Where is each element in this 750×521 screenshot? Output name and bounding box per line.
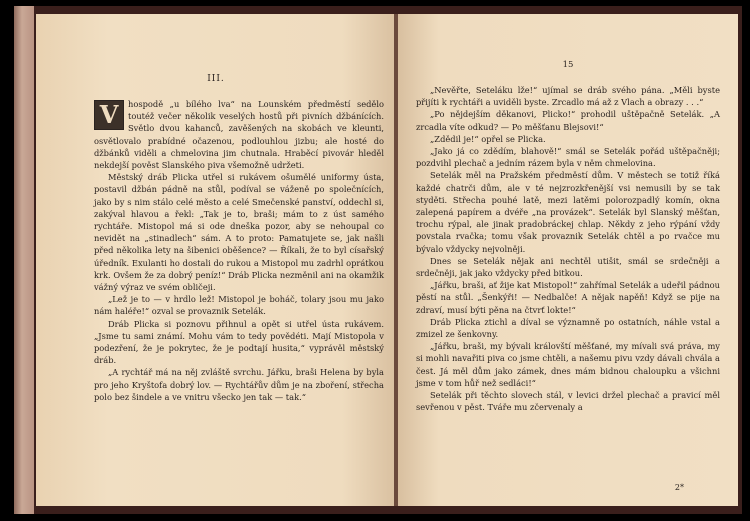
paragraph: „Jářku, braši, ať žije kat Mistopol!“ zahřímal Setelák a udeřil pádnou pěstí na stůl. „Šenkýři! — Nedbalče! A nějak napěň! Když se pije na zdraví, musí býti pěna na čtvrť lokte!“: [416, 280, 720, 315]
right-page: [398, 14, 738, 506]
paragraph: Dráb Plicka si poznovu přihnul a opět si utřel ústa rukávem. „Jsme tu sami známí. Mohu vám to tedy povědéti. Mají Mistopola v podezření, že je pokrytec, že je podtají husita,“ vyprávěl městský dráb.: [94, 318, 384, 366]
paragraph: „Nevěřte, Seteláku lže!“ ujímal se dráb svého pána. „Měli byste přijíti k rychtáři a uviděli byste. Zrcadlo má až z Vlach a obrazy . . .“: [416, 85, 720, 108]
signature-mark: 2*: [674, 483, 684, 492]
paragraph: Setelák měl na Pražském předměstí dům. V městech se totiž říká každé chatrči dům, ale v té nejzrozkřenější vsi nemusili by se tak styděti. Střecha pouhé latě, mezi latěmi polorozpadlý komín, okna zalepená papírem a dvéře „na provázek“. Setelák byl Slanský měšťan, trochu rýpal, ale jinak pradobráckej chlap. Někdy z jeho rýpání vždy povstala rvačka; tomu však provaznik Setelák chtěl a po rvačce mu bývalo vždycky nejvolněji.: [416, 170, 720, 254]
paragraph: „Lež je to — v hrdlo lež! Mistopol je boháč, tolary jsou mu jako nám haléře!“ ozval se provaznik Setelák.: [94, 294, 384, 317]
paragraph: Setelák při těchto slovech stál, v levici držel plechač a pravicí měl sevřenou v pěst. Tváře mu zčervenaly a: [416, 390, 720, 413]
chapter-heading: III.: [207, 74, 225, 84]
right-page-text: [416, 84, 720, 413]
paragraph: „Jářku, braši, my bývali královští měšťané, my mívali svá práva, my si mohli navařiti piva co jsme chtěli, a našemu pivu vzdy dávali chvála a čest. Já měl dům jako zámek, dnes mám bidnou chaloupku a všichni jsme v tom hůř než sedláci!“: [416, 341, 720, 388]
paragraph: „A rychtář má na něj zvláště svrchu. Jářku, braši Helena by byla pro jeho Kryštofa dobrý lov. — Rychtářův dům je na zboření, střecha polo bez šindele a ve vnitru všecko jen tak — tak.“: [94, 367, 384, 402]
page-edges: [14, 6, 34, 514]
paragraph: Dnes se Setelák nějak ani nechtěl utišit, smál se srdečněji a srdečněji, jak jako vždycky před bitkou.: [416, 255, 720, 279]
page-number: 15: [562, 60, 574, 70]
paragraph: „Po nějdejším děkanovi, Plicko!“ prohodil uštěpačně Setelák. „A zrcadla víte odkud? — Po měšťanu Blejsovi!“: [416, 109, 720, 132]
paragraph: Dráb Plicka ztichl a díval se významně po ostatních, náhle vstal a zmizel ze šenkovny.: [416, 316, 720, 340]
left-page: [36, 14, 396, 506]
paragraph: Městský dráb Plicka utřel si rukávem ošumělé uniformy ústa, postavil džbán pádně na stůl, podíval se váženě po společnících, jako by s nim stálo celé město a celé Smečenské panství, oddechl si, zakýval hlavou a řekl: „Tak je to, braši; mám to z úst samého rychtáře. Mistopol má si ode dneška pozor, aby se nehoupal co nevidět na „stinadlech“ sám. A to proto: Pamatujete se, jak našli před několika lety na šibenici oběšence? — Říkali, že to byl císařský úředník. Exulanti ho dostali do rukou a Mistopol mu zadrhl oprátkou krk. Ovšem že za dobrý peníz!“ Dráb Plicka nezměnil ani na okamžik vážný výraz ve svém obličeji.: [94, 172, 384, 293]
paragraph: „Jako já co zdědím, blahově!“ smál se Setelák pořád uštěpačněji; pozdvihl plechač a jedním rázem byla v něm chmelovina.: [416, 146, 720, 169]
paragraph: V hospodě „u bílého lva“ na Lounském předměstí sedělo toutéž večer několik veselých hostů při pivních džbánících. Světlo dvou kahanců, zavěšených na skobách ve kleunti, osvětlovalo prabídné očazenou, podlouhlou jizbu; ale hosté do džbánků viděli a chmelovina jim chutnala. Hraběcí pivovár hleděl nekdejší pověst Slanského piva všemožně udržeti.: [94, 99, 384, 171]
left-page-text: [94, 98, 384, 403]
drop-cap: V: [94, 100, 124, 130]
paragraph: „Zdědil je!“ opřel se Plicka.: [430, 133, 546, 144]
